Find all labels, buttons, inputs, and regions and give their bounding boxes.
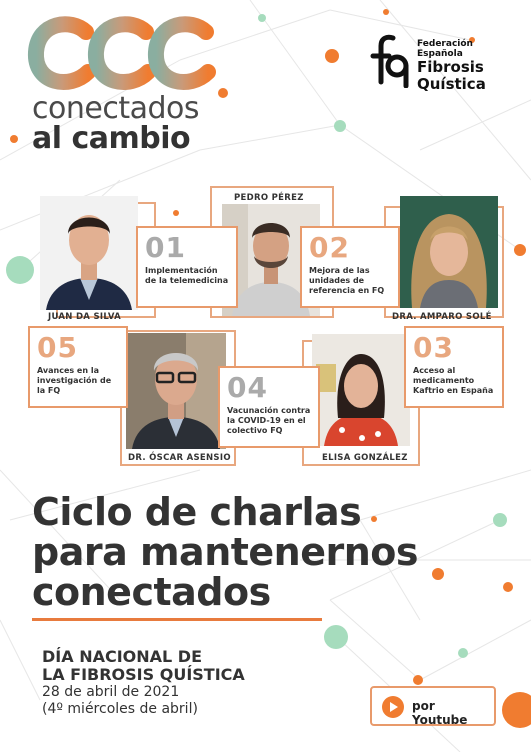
speaker-name: PEDRO PÉREZ — [234, 193, 304, 203]
headline — [32, 492, 418, 612]
headline-underline — [32, 618, 322, 621]
topic-text: Vacunación contra la COVID-19 en el colectivo FQ — [227, 406, 311, 435]
speaker-photo-elisa — [312, 334, 410, 446]
topic-number: 05 — [37, 331, 78, 364]
brand-title-line2: al cambio — [32, 121, 191, 156]
topic-number: 01 — [145, 231, 186, 264]
event-title-line1: DÍA NACIONAL DE — [42, 647, 203, 666]
event-date: 28 de abril de 2021 — [42, 684, 180, 700]
conectados-logo-mark — [26, 14, 216, 94]
topic-number: 03 — [413, 331, 454, 364]
fq-logo-icon — [367, 32, 411, 88]
topic-text: Implementación de la telemedicina — [145, 266, 229, 285]
headline-line2: para mantenernos — [32, 530, 419, 574]
event-date-note: (4º miércoles de abril) — [42, 701, 198, 717]
fq-logo-text — [417, 39, 517, 93]
topic-text: Acceso al medicamento Kaftrio en España — [413, 366, 494, 395]
speaker-photo-amparo — [400, 196, 498, 308]
youtube-button-label: por Youtube — [412, 699, 468, 727]
speaker-name: JUAN DA SILVA — [48, 312, 122, 322]
fq-org-line3: Quística — [417, 75, 486, 93]
speaker-name: DR. ÓSCAR ASENSIO — [128, 453, 231, 463]
headline-line3: conectados — [32, 570, 271, 614]
speaker-photo-juan — [40, 196, 138, 310]
play-icon — [382, 696, 404, 718]
speaker-photo-oscar — [126, 333, 226, 449]
topic-card-01 — [136, 226, 238, 308]
topic-text: Avances en la investigación de la FQ — [37, 366, 112, 395]
topic-number: 04 — [227, 371, 268, 404]
speaker-name: DRA. AMPARO SOLÉ — [392, 312, 492, 322]
fq-org-line1: Federación Española — [417, 39, 473, 59]
youtube-button[interactable] — [370, 686, 496, 726]
topic-card-02 — [300, 226, 400, 308]
event-title-line2: LA FIBROSIS QUÍSTICA — [42, 665, 245, 684]
speaker-name: ELISA GONZÁLEZ — [322, 453, 408, 463]
topic-card-05 — [28, 326, 128, 408]
fq-logo — [367, 32, 517, 92]
topic-number: 02 — [309, 231, 350, 264]
fq-org-line2: Fibrosis — [417, 58, 484, 76]
topic-text: Mejora de las unidades de referencia en FQ — [309, 266, 385, 295]
topic-card-04 — [218, 366, 320, 448]
headline-line1: Ciclo de charlas — [32, 490, 362, 534]
topic-card-03 — [404, 326, 504, 408]
brand-title-line1: conectados — [32, 91, 199, 126]
event-info — [42, 648, 245, 718]
brand-title — [32, 91, 199, 156]
